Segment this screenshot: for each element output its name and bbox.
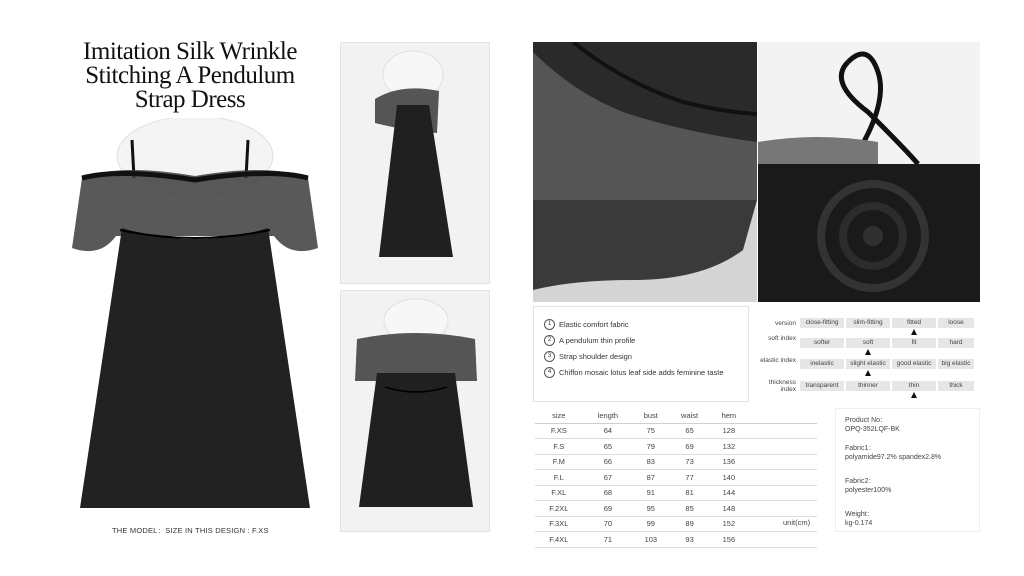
cell-size: F.L xyxy=(535,470,583,486)
cell-length: 65 xyxy=(583,439,634,455)
cell-hem: 156 xyxy=(711,532,747,548)
cell-length: 71 xyxy=(583,532,634,548)
index-option: close-fitting xyxy=(800,318,844,328)
cell-size: F.XL xyxy=(535,485,583,501)
table-row xyxy=(535,454,817,470)
index-option: fit xyxy=(892,338,936,348)
cell-hem: 152 xyxy=(711,516,747,532)
table-row xyxy=(535,501,817,517)
cell-bust: 95 xyxy=(633,501,668,517)
index-option: transparent xyxy=(800,381,844,391)
feature-item xyxy=(544,319,629,330)
fabric-texture-detail-photo xyxy=(758,164,980,302)
cell-length: 64 xyxy=(583,423,634,439)
fabric1-label: Fabric1： xyxy=(845,445,876,452)
fabric2-label: Fabric2： xyxy=(845,478,876,485)
cell-hem: 140 xyxy=(711,470,747,486)
title-line-3: Strap Dress xyxy=(134,86,246,113)
index-option: slim-fitting xyxy=(846,318,890,328)
index-option: inelastic xyxy=(800,359,844,369)
cell-spacer xyxy=(747,423,817,439)
cell-bust: 103 xyxy=(633,532,668,548)
cell-spacer xyxy=(747,501,817,517)
cell-size: F.M xyxy=(535,454,583,470)
cell-spacer xyxy=(747,439,817,455)
table-row xyxy=(535,470,817,486)
index-panel xyxy=(758,306,980,402)
side-view-photo xyxy=(340,42,490,284)
cell-hem: 148 xyxy=(711,501,747,517)
chiffon-sleeve-detail-photo xyxy=(533,200,757,302)
feature-item xyxy=(544,335,635,346)
cell-hem: 128 xyxy=(711,423,747,439)
product-no-label: Product No： xyxy=(845,417,888,424)
cell-length: 66 xyxy=(583,454,634,470)
product-title xyxy=(40,40,340,112)
fabric2-block xyxy=(845,477,891,495)
fabric2-value: polyester100% xyxy=(845,487,892,494)
cell-hem: 132 xyxy=(711,439,747,455)
index-option: softer xyxy=(800,338,844,348)
feature-number: 3 xyxy=(544,351,555,362)
fabric1-value: polyamide97.2% spandex2.8% xyxy=(845,454,942,461)
cell-size: F.2XL xyxy=(535,501,583,517)
cell-bust: 87 xyxy=(633,470,668,486)
header-length: length xyxy=(583,408,634,423)
fabric1-block xyxy=(845,444,941,462)
feature-text: Strap shoulder design xyxy=(559,352,632,361)
model-size-caption: THE MODEL：SIZE IN THIS DESIGN : F.XS xyxy=(112,526,269,535)
index-option: fitted xyxy=(892,318,936,328)
feature-number: 4 xyxy=(544,367,555,378)
weight-label: Weight： xyxy=(845,511,874,518)
table-row xyxy=(535,532,817,548)
cell-waist: 85 xyxy=(668,501,710,517)
size-table xyxy=(535,408,817,548)
cell-size: F.XS xyxy=(535,423,583,439)
index-label-version: version xyxy=(775,320,796,327)
cell-size: F.S xyxy=(535,439,583,455)
thickness-indicator-icon xyxy=(911,392,917,398)
cell-length: 68 xyxy=(583,485,634,501)
product-no-value: OPQ-352LQF-BK xyxy=(845,426,900,433)
index-option: good elastic xyxy=(892,359,936,369)
table-row xyxy=(535,485,817,501)
soft-indicator-icon xyxy=(865,349,871,355)
index-option: hard xyxy=(938,338,974,348)
strap-detail-photo xyxy=(758,42,980,164)
cell-length: 67 xyxy=(583,470,634,486)
features-panel xyxy=(533,306,749,402)
title-line-2: Stitching A Pendulum xyxy=(85,62,295,89)
header-hem: hem xyxy=(711,408,747,423)
table-row xyxy=(535,423,817,439)
cell-waist: 69 xyxy=(668,439,710,455)
back-view-photo xyxy=(340,290,490,532)
cell-waist: 77 xyxy=(668,470,710,486)
feature-text: Chiffon mosaic lotus leaf side adds feminine taste xyxy=(559,368,724,377)
weight-value: kg-0.174 xyxy=(845,520,873,527)
unit-label: unit(cm) xyxy=(783,518,811,527)
title-line-1: Imitation Silk Wrinkle xyxy=(83,38,297,65)
feature-item xyxy=(544,367,724,378)
cell-spacer xyxy=(747,485,817,501)
cell-bust: 99 xyxy=(633,516,668,532)
elastic-indicator-icon xyxy=(865,370,871,376)
cell-spacer xyxy=(747,454,817,470)
cell-spacer xyxy=(747,532,817,548)
cell-size: F.3XL xyxy=(535,516,583,532)
main-dress-photo xyxy=(60,118,330,518)
ruffle-detail-photo xyxy=(533,42,757,200)
cell-waist: 93 xyxy=(668,532,710,548)
cell-size: F.4XL xyxy=(535,532,583,548)
header-waist: waist xyxy=(668,408,710,423)
feature-number: 2 xyxy=(544,335,555,346)
cell-waist: 81 xyxy=(668,485,710,501)
cell-waist: 89 xyxy=(668,516,710,532)
index-option: big elastic xyxy=(938,359,974,369)
cell-hem: 136 xyxy=(711,454,747,470)
header-bust: bust xyxy=(633,408,668,423)
index-option: loose xyxy=(938,318,974,328)
table-row xyxy=(535,439,817,455)
index-option: thick xyxy=(938,381,974,391)
index-option: soft xyxy=(846,338,890,348)
header-size: size xyxy=(535,408,583,423)
cell-length: 69 xyxy=(583,501,634,517)
version-indicator-icon xyxy=(911,329,917,335)
product-no-block xyxy=(845,416,900,434)
feature-text: A pendulum thin profile xyxy=(559,336,636,345)
index-label-soft: soft index xyxy=(768,335,796,342)
cell-bust: 91 xyxy=(633,485,668,501)
feature-number: 1 xyxy=(544,319,555,330)
cell-hem: 144 xyxy=(711,485,747,501)
table-header-row xyxy=(535,408,817,423)
cell-spacer xyxy=(747,470,817,486)
feature-text: Elastic comfort fabric xyxy=(559,320,629,329)
index-option: thin xyxy=(892,381,936,391)
cell-bust: 83 xyxy=(633,454,668,470)
cell-waist: 73 xyxy=(668,454,710,470)
index-option: thinner xyxy=(846,381,890,391)
cell-bust: 75 xyxy=(633,423,668,439)
header-spacer xyxy=(747,408,817,423)
cell-length: 70 xyxy=(583,516,634,532)
weight-block xyxy=(845,510,874,528)
index-option: slight elastic xyxy=(846,359,890,369)
feature-item xyxy=(544,351,632,362)
table-row xyxy=(535,516,817,532)
cell-waist: 65 xyxy=(668,423,710,439)
index-label-thickness: thickness index xyxy=(768,379,796,393)
index-label-elastic: elastic index xyxy=(760,357,796,364)
cell-bust: 79 xyxy=(633,439,668,455)
